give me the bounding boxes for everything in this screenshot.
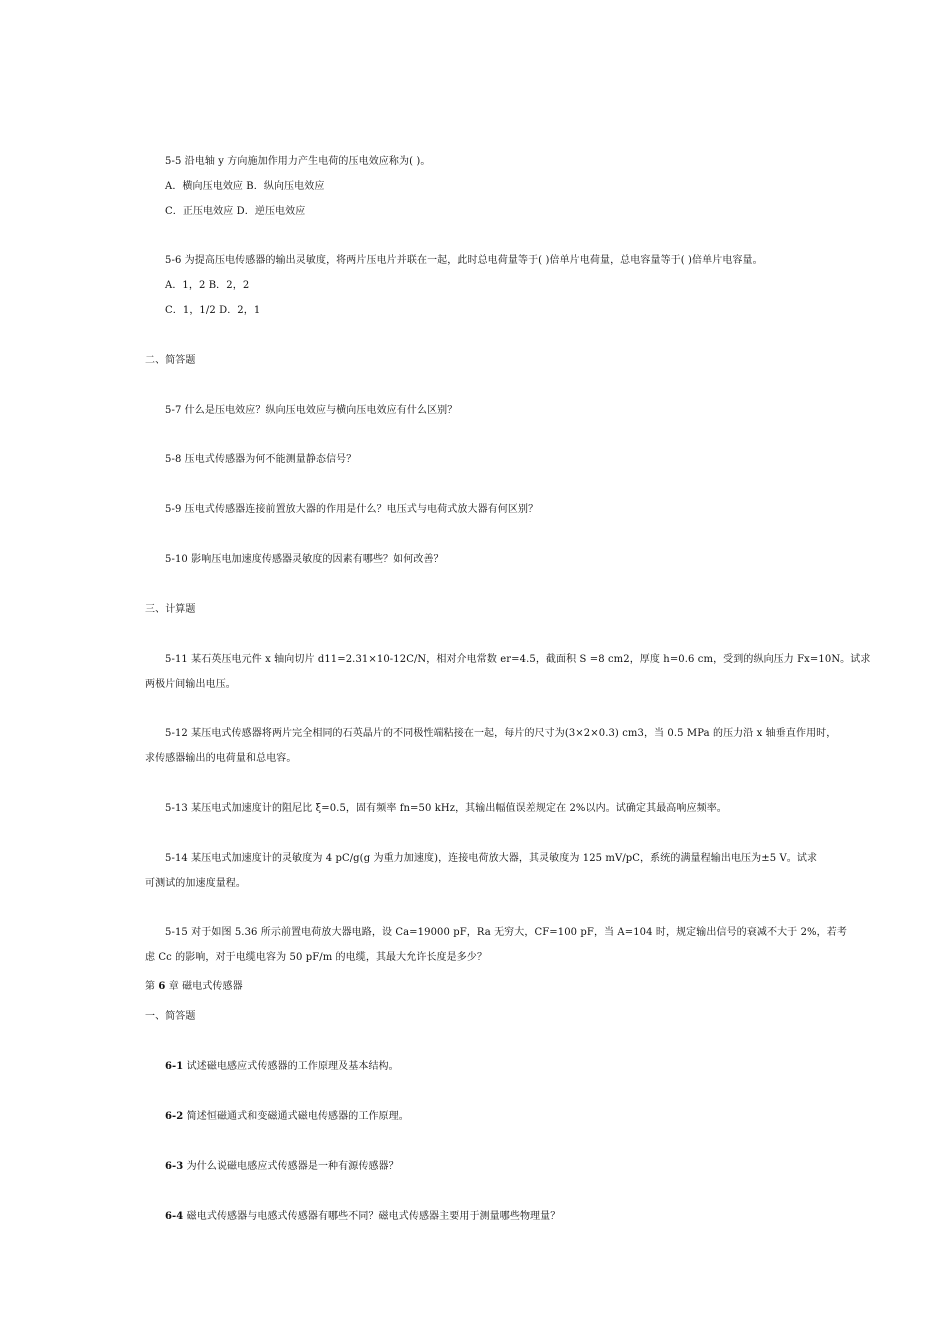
- question-5-5-options-cd: C．正压电效应 D．逆压电效应: [165, 206, 306, 217]
- question-6-2: [165, 1110, 409, 1124]
- question-6-4: [165, 1210, 560, 1224]
- question-5-11-line2: 两极片间输出电压。: [145, 679, 236, 690]
- question-6-2-number: 6-2: [165, 1111, 184, 1122]
- section-heading-calculation: 三、计算题: [145, 604, 196, 615]
- question-5-15-line1: 5-15 对于如图 5.36 所示前置电荷放大器电路，设 Ca=19000 pF，Ra 无穷大，CF=100 pF，当 A=104 时，规定输出信号的衰减不大于 2%，若考: [165, 927, 847, 938]
- question-6-3: [165, 1160, 399, 1174]
- question-6-1-number: 6-1: [165, 1061, 184, 1072]
- question-5-14-line2: 可测试的加速度量程。: [145, 878, 246, 889]
- question-6-2-text: 简述恒磁通式和变磁通式磁电传感器的工作原理。: [183, 1111, 409, 1122]
- question-6-3-text: 为什么说磁电感应式传感器是一种有源传感器？: [183, 1161, 399, 1172]
- question-6-1-text: 试述磁电感应式传感器的工作原理及基本结构。: [183, 1061, 399, 1072]
- question-6-4-number: 6-4: [165, 1211, 184, 1222]
- question-5-7: 5-7 什么是压电效应？纵向压电效应与横向压电效应有什么区别？: [165, 405, 458, 416]
- question-5-13: 5-13 某压电式加速度计的阻尼比 ξ=0.5，固有频率 fn=50 kHz，其输出幅值误差规定在 2%以内。试确定其最高响应频率。: [165, 803, 727, 814]
- question-5-12-line1: 5-12 某压电式传感器将两片完全相同的石英晶片的不同极性端粘接在一起，每片的尺寸为(3×2×0.3) cm3，当 0.5 MPa 的压力沿 x 轴垂直作用时，: [165, 728, 837, 739]
- question-5-8: 5-8 压电式传感器为何不能测量静态信号？: [165, 454, 357, 465]
- question-6-4-text: 磁电式传感器与电感式传感器有哪些不同？磁电式传感器主要用于测量哪些物理量？: [183, 1211, 561, 1222]
- question-5-6-stem: 5-6 为提高压电传感器的输出灵敏度，将两片压电片并联在一起，此时总电荷量等于( )倍单片电荷量，总电容量等于( )倍单片电容量。: [165, 255, 763, 266]
- question-5-15-line2: 虑 Cc 的影响，对于电缆电容为 50 pF/m 的电缆，其最大允许长度是多少？: [145, 952, 488, 963]
- chapter-number: 6: [158, 981, 166, 992]
- chapter-prefix: 第: [145, 981, 156, 992]
- question-6-3-number: 6-3: [165, 1161, 184, 1172]
- question-5-10: 5-10 影响压电加速度传感器灵敏度的因素有哪些？如何改善？: [165, 554, 444, 565]
- question-5-6-options-ab: A．1，2 B．2，2: [165, 280, 250, 291]
- section-heading-short-answer-ch6: 一、简答题: [145, 1011, 196, 1022]
- question-5-9: 5-9 压电式传感器连接前置放大器的作用是什么？电压式与电荷式放大器有何区别？: [165, 504, 539, 515]
- question-5-5-options-ab: A．横向压电效应 B．纵向压电效应: [165, 181, 325, 192]
- question-5-14-line1: 5-14 某压电式加速度计的灵敏度为 4 pC/g(g 为重力加速度)，连接电荷放大器，其灵敏度为 125 mV/pC，系统的满量程输出电压为±5 V。试求: [165, 853, 818, 864]
- chapter-6-title: [145, 980, 243, 994]
- question-5-12-line2: 求传感器输出的电荷量和总电容。: [145, 753, 297, 764]
- question-5-6-options-cd: C．1，1/2 D．2，1: [165, 305, 261, 316]
- question-6-1: [165, 1060, 399, 1074]
- chapter-suffix: 章 磁电式传感器: [168, 981, 243, 992]
- question-5-5-stem: 5-5 沿电轴 y 方向施加作用力产生电荷的压电效应称为( )。: [165, 156, 431, 167]
- section-heading-short-answer: 二、简答题: [145, 355, 196, 366]
- question-5-11-line1: 5-11 某石英压电元件 x 轴向切片 d11=2.31×10-12C/N，相对介电常数 er=4.5，截面积 S =8 cm2，厚度 h=0.6 cm，受到的纵向压力 Fx=10N。试求: [165, 654, 871, 665]
